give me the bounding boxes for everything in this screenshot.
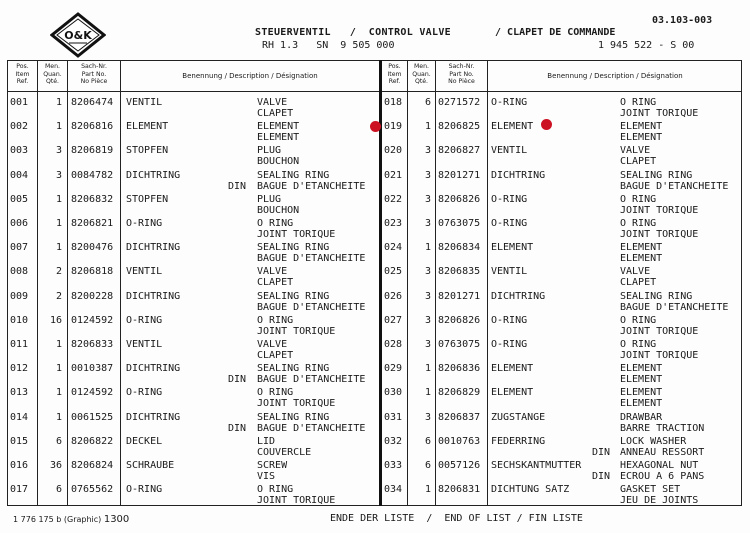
item-qty: 1 (424, 484, 431, 496)
item-desc-en: O RING (620, 97, 657, 108)
item-qty: 1 (424, 363, 431, 375)
item-name-de: O-RING (126, 314, 163, 326)
table-row (0, 189, 750, 215)
item-qty: 3 (424, 411, 431, 423)
header-title-line: STEUERVENTIL / CONTROL VALVE (255, 27, 451, 38)
item-part-no: 8206829 (438, 387, 481, 399)
item-qty: 1 (55, 242, 62, 254)
item-qty: 3 (424, 169, 431, 181)
item-part-no: 8206827 (438, 145, 481, 157)
item-part-no: 8206834 (438, 242, 481, 254)
item-desc-en: LID (257, 435, 276, 447)
item-qty: 1 (55, 97, 62, 108)
item-desc-en: O RING (620, 339, 657, 350)
item-pos: 011 (10, 339, 29, 350)
item-qty: 3 (424, 266, 431, 278)
item-name-de: VENTIL (491, 266, 528, 278)
item-desc-fr: BAGUE D'ETANCHEITE (257, 180, 366, 192)
item-part-no: 8200228 (71, 290, 114, 302)
item-desc-en: PLUG (257, 145, 282, 157)
item-qty: 3 (424, 218, 431, 229)
item-desc-en: ELEMENT (620, 121, 663, 133)
item-desc-en: O RING (620, 193, 657, 205)
item-name-de: DICHTRING (491, 169, 546, 181)
item-desc-en: ELEMENT (257, 121, 300, 133)
item-desc-en: VALVE (257, 266, 288, 278)
item-name-de: O-RING (491, 339, 528, 350)
item-name-de: DECKEL (126, 435, 163, 447)
item-name-de: DICHTRING (126, 242, 181, 254)
footer-ref (13, 514, 129, 525)
item-qty: 1 (424, 121, 431, 133)
item-part-no: 8206474 (71, 97, 114, 108)
item-desc-fr: BAGUE D'ETANCHEITE (257, 374, 366, 386)
item-desc-en: O RING (620, 218, 657, 229)
item-desc-fr: ELEMENT (620, 374, 663, 386)
table-row (0, 334, 750, 360)
item-name-de: ELEMENT (491, 363, 534, 375)
item-desc-fr: ELEMENT (620, 253, 663, 265)
item-desc-en: SEALING RING (257, 290, 330, 302)
item-pos: 003 (10, 145, 29, 157)
item-desc-en: SEALING RING (257, 169, 330, 181)
item-name-de: ELEMENT (126, 121, 169, 133)
item-part-no: 8206818 (71, 266, 114, 278)
item-desc-fr: CLAPET (257, 350, 294, 361)
item-desc-fr: BAGUE D'ETANCHEITE (257, 422, 366, 434)
table-row (0, 455, 750, 481)
item-pos: 030 (384, 387, 403, 399)
item-part-no: 0057126 (438, 460, 481, 471)
item-desc-fr: JOINT TORIQUE (257, 325, 336, 337)
item-desc-fr: BARRE TRACTION (620, 422, 705, 434)
table-row (0, 237, 750, 263)
title-fr: CLAPET DE COMMANDE (507, 27, 616, 38)
item-din-prefix: DIN (228, 180, 247, 192)
item-part-no: 8206825 (438, 121, 481, 133)
table-row (0, 358, 750, 384)
item-desc-fr: BAGUE D'ETANCHEITE (257, 301, 366, 313)
item-qty: 6 (424, 97, 431, 108)
item-part-no: 8201271 (438, 290, 481, 302)
item-part-no: 8206831 (438, 484, 481, 496)
item-part-no: 8206821 (71, 218, 114, 229)
item-name-de: SCHRAUBE (126, 460, 175, 471)
item-qty: 6 (55, 435, 62, 447)
item-name-de: ELEMENT (491, 121, 534, 133)
item-desc-fr: ELEMENT (620, 398, 663, 410)
item-pos: 007 (10, 242, 29, 254)
item-name-de: FEDERRING (491, 435, 546, 447)
item-din-prefix: DIN (592, 471, 611, 482)
header-model-line (262, 40, 394, 51)
item-din-prefix: DIN (228, 422, 247, 434)
item-qty: 3 (424, 314, 431, 326)
item-name-de: SECHSKANTMUTTER (491, 460, 582, 471)
item-part-no: 8206837 (438, 411, 481, 423)
item-part-no: 0084782 (71, 169, 114, 181)
item-pos: 021 (384, 169, 403, 181)
item-pos: 013 (10, 387, 29, 399)
item-desc-en: LOCK WASHER (620, 435, 687, 447)
item-pos: 001 (10, 97, 29, 108)
doc-code: 03.103-003 (652, 15, 713, 26)
item-qty: 3 (424, 339, 431, 350)
title-en: CONTROL VALVE (368, 27, 451, 38)
col-header-part: Sach-Nr. Part No. No Pièce (448, 63, 475, 85)
item-name-de: DICHTRING (126, 290, 181, 302)
doc-number: 1 945 522 - S 00 (598, 40, 695, 51)
col-header-desc: Benennung / Description / Désignation (182, 72, 318, 80)
item-part-no: 0124592 (71, 387, 114, 399)
item-desc-fr: JOINT TORIQUE (620, 350, 699, 361)
item-name-de: VENTIL (126, 97, 163, 108)
item-desc-fr: JOINT TORIQUE (257, 495, 336, 507)
item-pos: 032 (384, 435, 403, 447)
item-part-no: 0061525 (71, 411, 114, 423)
item-desc-fr: JOINT TORIQUE (620, 204, 699, 216)
item-name-de: VENTIL (126, 266, 163, 278)
model: RH 1.3 (262, 40, 299, 51)
item-desc-en: VALVE (257, 339, 288, 350)
table-row (0, 165, 750, 191)
item-desc-en: ELEMENT (620, 387, 663, 399)
item-desc-en: O RING (257, 484, 294, 496)
item-name-de: DICHTRING (126, 363, 181, 375)
item-part-no: 8206832 (71, 193, 114, 205)
sn-value: 9 505 000 (340, 40, 395, 51)
item-desc-fr: JOINT TORIQUE (620, 229, 699, 240)
item-part-no: 8200476 (71, 242, 114, 254)
item-pos: 028 (384, 339, 403, 350)
item-pos: 019 (384, 121, 403, 133)
item-desc-fr: JOINT TORIQUE (257, 229, 336, 240)
item-desc-en: SEALING RING (620, 290, 693, 302)
item-qty: 1 (55, 339, 62, 350)
item-name-de: O-RING (126, 387, 163, 399)
item-qty: 3 (424, 145, 431, 157)
item-desc-en: PLUG (257, 193, 282, 205)
item-desc-fr: ANNEAU RESSORT (620, 446, 705, 458)
item-name-de: O-RING (491, 193, 528, 205)
sn-label: SN (316, 40, 329, 51)
item-name-de: VENTIL (126, 339, 163, 350)
table-row (0, 92, 750, 118)
item-desc-fr: ELEMENT (620, 132, 663, 144)
item-qty: 1 (55, 387, 62, 399)
item-name-de: STOPFEN (126, 145, 169, 157)
col-header-pos: Pos. Item Ref. (15, 63, 30, 85)
item-pos: 025 (384, 266, 403, 278)
header-title-fr: / CLAPET DE COMMANDE (495, 27, 616, 38)
item-pos: 031 (384, 411, 403, 423)
item-qty: 16 (49, 314, 62, 326)
item-qty: 2 (55, 266, 62, 278)
item-pos: 024 (384, 242, 403, 254)
item-pos: 016 (10, 460, 29, 471)
table-row (0, 140, 750, 166)
item-desc-fr: CLAPET (257, 277, 294, 289)
item-part-no: 8206835 (438, 266, 481, 278)
item-qty: 3 (55, 169, 62, 181)
item-part-no: 0763075 (438, 339, 481, 350)
title-de: STEUERVENTIL (255, 27, 331, 38)
item-name-de: VENTIL (491, 145, 528, 157)
item-pos: 027 (384, 314, 403, 326)
item-name-de: DICHTRING (126, 411, 181, 423)
item-pos: 012 (10, 363, 29, 375)
item-qty: 6 (424, 435, 431, 447)
col-header-desc: Benennung / Description / Désignation (547, 72, 683, 80)
item-part-no: 8206824 (71, 460, 114, 471)
item-din-prefix: DIN (592, 446, 611, 458)
item-desc-en: SEALING RING (620, 169, 693, 181)
item-qty: 6 (55, 484, 62, 496)
item-desc-fr: CLAPET (620, 156, 657, 168)
item-desc-fr: ELEMENT (257, 132, 300, 144)
table-row (0, 213, 750, 239)
col-header-qty: Men. Quan. Qté. (43, 63, 62, 85)
item-qty: 1 (424, 387, 431, 399)
item-pos: 015 (10, 435, 29, 447)
footer-ref-code: 1 776 175 b (Graphic) (13, 515, 102, 524)
item-desc-en: SCREW (257, 460, 288, 471)
red-marker-dot (541, 119, 552, 130)
item-name-de: O-RING (126, 218, 163, 229)
item-pos: 006 (10, 218, 29, 229)
item-name-de: O-RING (491, 218, 528, 229)
logo-text: O&K (64, 29, 92, 42)
table-row (0, 310, 750, 336)
col-header-part: Sach-Nr. Part No. No Pièce (80, 63, 108, 85)
item-part-no: 8206826 (438, 314, 481, 326)
item-desc-en: GASKET SET (620, 484, 681, 496)
item-name-de: DICHTRING (491, 290, 546, 302)
item-desc-en: O RING (257, 218, 294, 229)
item-pos: 005 (10, 193, 29, 205)
item-name-de: ZUGSTANGE (491, 411, 546, 423)
item-pos: 008 (10, 266, 29, 278)
item-pos: 014 (10, 411, 29, 423)
item-qty: 1 (55, 218, 62, 229)
item-qty: 6 (424, 460, 431, 471)
item-qty: 1 (424, 242, 431, 254)
item-desc-en: ELEMENT (620, 363, 663, 375)
table-row (0, 431, 750, 457)
table-row (0, 261, 750, 287)
item-part-no: 8206822 (71, 435, 114, 447)
item-desc-fr: CLAPET (620, 277, 657, 289)
table-row (0, 479, 750, 505)
item-name-de: ELEMENT (491, 387, 534, 399)
item-qty: 3 (424, 290, 431, 302)
item-part-no: 8206816 (71, 121, 114, 133)
item-desc-fr: BAGUE D'ETANCHEITE (257, 253, 366, 265)
item-desc-fr: BOUCHON (257, 156, 300, 168)
col-header-qty: Men. Quan. Qté. (412, 63, 431, 85)
item-name-de: ELEMENT (491, 242, 534, 254)
item-qty: 36 (49, 460, 62, 471)
item-name-de: DICHTRING (126, 169, 181, 181)
item-pos: 010 (10, 314, 29, 326)
item-qty: 1 (55, 411, 62, 423)
item-pos: 034 (384, 484, 403, 496)
item-pos: 026 (384, 290, 403, 302)
item-qty: 1 (55, 121, 62, 133)
item-part-no: 8206826 (438, 193, 481, 205)
item-desc-en: VALVE (257, 97, 288, 108)
item-name-de: O-RING (491, 314, 528, 326)
item-desc-fr: JOINT TORIQUE (620, 108, 699, 119)
item-part-no: 8206836 (438, 363, 481, 375)
item-desc-en: ELEMENT (620, 242, 663, 254)
item-desc-en: DRAWBAR (620, 411, 663, 423)
item-pos: 018 (384, 97, 403, 108)
col-header-pos: Pos. Item Ref. (387, 63, 402, 85)
red-marker-dot (370, 121, 381, 132)
item-name-de: STOPFEN (126, 193, 169, 205)
item-pos: 009 (10, 290, 29, 302)
item-pos: 033 (384, 460, 403, 471)
item-name-de: O-RING (126, 484, 163, 496)
item-name-de: O-RING (491, 97, 528, 108)
item-desc-en: VALVE (620, 145, 651, 157)
item-desc-fr: COUVERCLE (257, 446, 312, 458)
item-part-no: 0124592 (71, 314, 114, 326)
item-part-no: 8206819 (71, 145, 114, 157)
ok-logo (50, 12, 106, 58)
item-pos: 029 (384, 363, 403, 375)
item-part-no: 0271572 (438, 97, 481, 108)
item-name-de: DICHTUNG SATZ (491, 484, 570, 496)
footer-ref-num: 1300 (103, 514, 130, 525)
item-qty: 1 (55, 363, 62, 375)
item-desc-en: O RING (257, 387, 294, 399)
item-qty: 3 (424, 193, 431, 205)
item-part-no: 0763075 (438, 218, 481, 229)
table-row (0, 407, 750, 433)
item-desc-fr: CLAPET (257, 108, 294, 119)
item-pos: 023 (384, 218, 403, 229)
item-pos: 020 (384, 145, 403, 157)
item-pos: 004 (10, 169, 29, 181)
item-pos: 002 (10, 121, 29, 133)
item-qty: 1 (55, 193, 62, 205)
item-desc-en: O RING (257, 314, 294, 326)
item-qty: 2 (55, 290, 62, 302)
item-desc-en: O RING (620, 314, 657, 326)
item-desc-fr: JOINT TORIQUE (257, 398, 336, 410)
item-desc-fr: BOUCHON (257, 204, 300, 216)
end-of-list: ENDE DER LISTE / END OF LIST / FIN LISTE (330, 513, 583, 524)
item-desc-fr: ECROU A 6 PANS (620, 471, 705, 482)
item-part-no: 8206833 (71, 339, 114, 350)
item-part-no: 8201271 (438, 169, 481, 181)
table-row (0, 286, 750, 312)
item-part-no: 0765562 (71, 484, 114, 496)
item-part-no: 0010763 (438, 435, 481, 447)
item-pos: 017 (10, 484, 29, 496)
item-desc-en: SEALING RING (257, 363, 330, 375)
item-desc-en: SEALING RING (257, 242, 330, 254)
item-desc-fr: JOINT TORIQUE (620, 325, 699, 337)
item-pos: 022 (384, 193, 403, 205)
item-desc-fr: VIS (257, 471, 276, 482)
item-desc-en: HEXAGONAL NUT (620, 460, 699, 471)
table-row (0, 382, 750, 408)
item-qty: 3 (55, 145, 62, 157)
item-desc-fr: JEU DE JOINTS (620, 495, 699, 507)
item-desc-fr: BAGUE D'ETANCHEITE (620, 301, 729, 313)
item-desc-fr: BAGUE D'ETANCHEITE (620, 180, 729, 192)
item-din-prefix: DIN (228, 374, 247, 386)
item-part-no: 0010387 (71, 363, 114, 375)
item-desc-en: VALVE (620, 266, 651, 278)
item-desc-en: SEALING RING (257, 411, 330, 423)
